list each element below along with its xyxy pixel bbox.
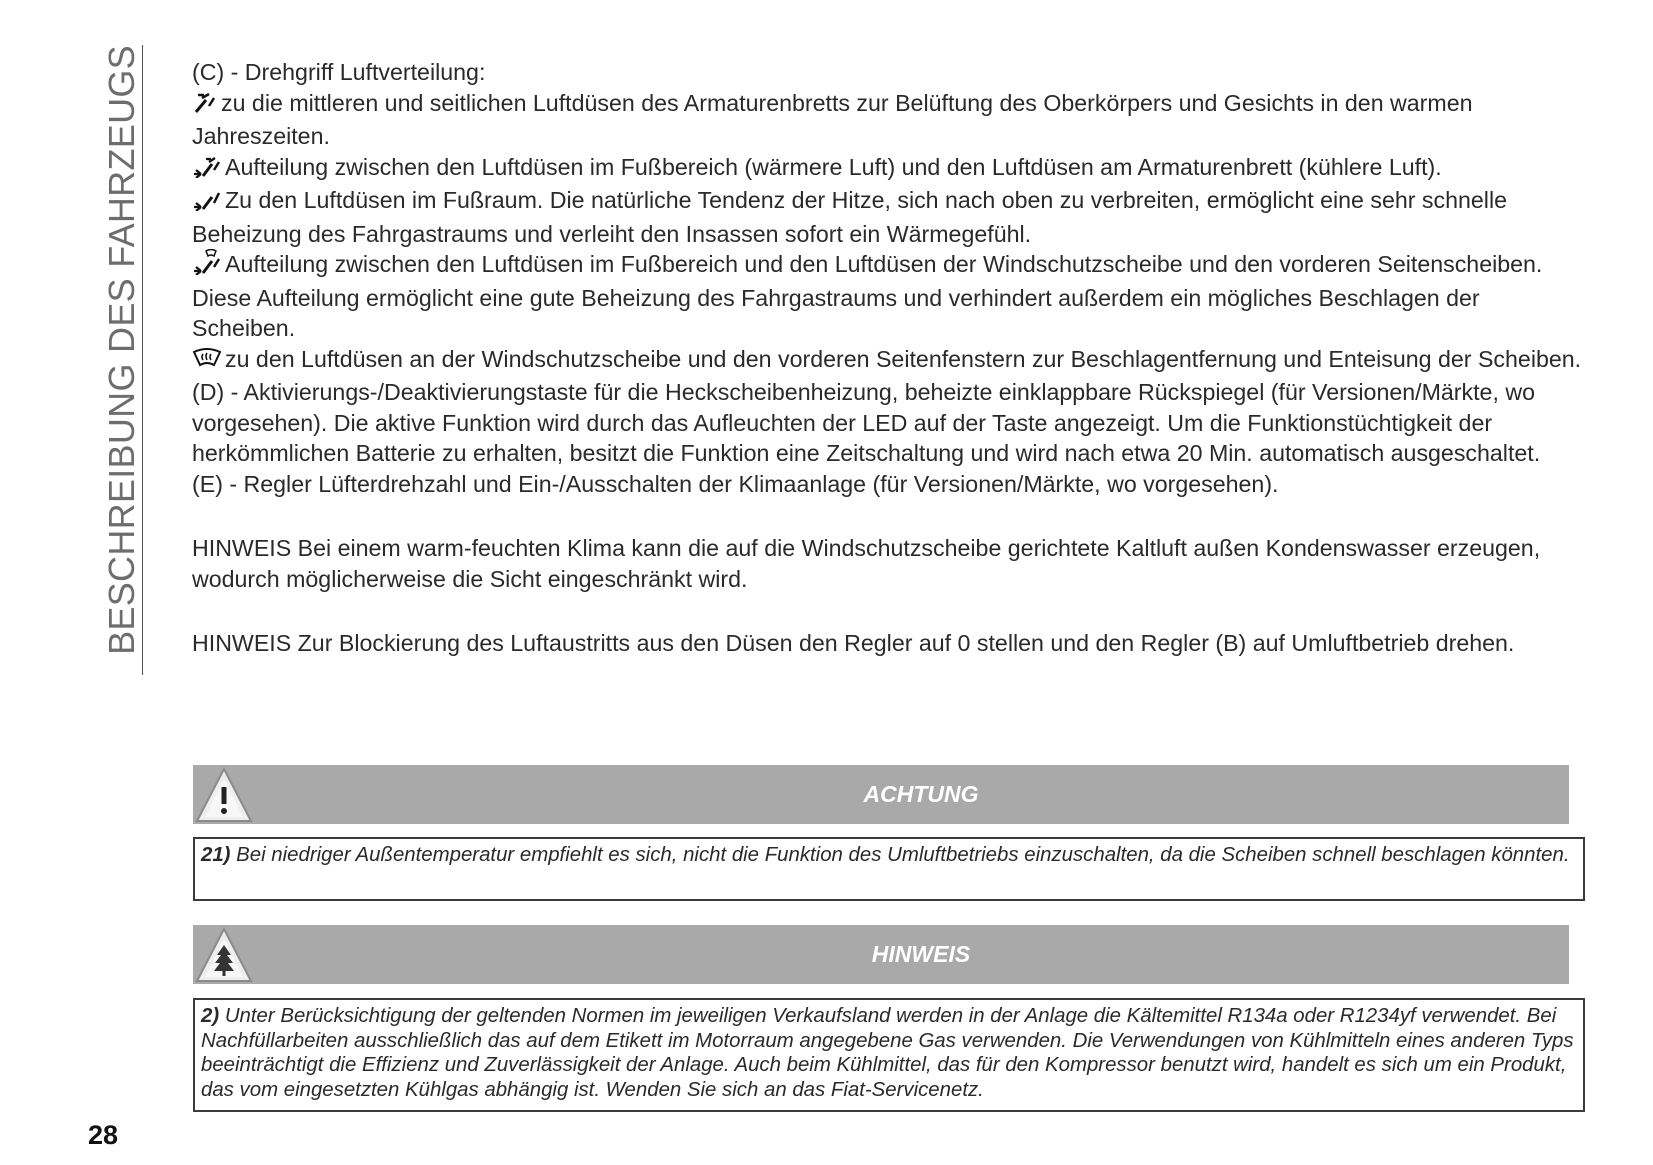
- note-header-bar: [193, 925, 1569, 984]
- face-vent-text: zu die mittleren und seitlichen Luftdüsen des Armaturenbretts zur Belüftung des Oberkörpers und Gesichts in den warmen Jahreszeiten.: [192, 89, 1473, 149]
- hinweis-paragraph-1: HINWEIS Bei einem warm-feuchten Klima kann die auf die Windschutzscheibe gerichtete Kaltluft außen Kondenswasser erzeugen, wodurch möglicherweise die Sicht eingeschränkt wird.: [192, 535, 1541, 592]
- floor-defrost-text: Aufteilung zwischen den Luftdüsen im Fußbereich und den Luftdüsen der Windschutzscheibe und den vorderen Seitenscheiben. Diese Aufteilung ermöglicht eine gute Beheizung des Fahrgastraums und verhindert außerdem ein mögliches Beschlagen der Scheiben.: [192, 251, 1543, 341]
- floor-vent-paragraph: [192, 185, 1582, 249]
- note-text: Unter Berücksichtigung der geltenden Normen im jeweiligen Verkaufsland werden in der Anlage die Kältemittel R134a oder R1234yf verwendet. Bei Nachfüllarbeiten ausschließlich das auf dem Etikett im Motorraum angegebene Gas verwenden. Die Verwendungen von Kühlmitteln eines anderen Typs beeinträchtigt die Effizienz und Zuverlässigkeit der Anlage. Auch beim Kühlmittel, das für den Kompressor benutzt wird, handelt es sich um ein Produkt, das vom eingesetzten Kühlgas abhängig ist. Wenden Sie sich an das Fiat-Servicenetz.: [201, 1005, 1574, 1101]
- face-vent-paragraph: [192, 88, 1582, 152]
- floor-vent-icon: [192, 188, 222, 219]
- side-title-text: BESCHREIBUNG DES FAHRZEUGS: [101, 45, 142, 655]
- note-box: [193, 998, 1585, 1112]
- floor-defrost-paragraph: [192, 249, 1582, 344]
- warning-title: ACHTUNG: [863, 781, 979, 807]
- note-title: HINWEIS: [871, 941, 971, 967]
- section-d-paragraph: (D) - Aktivierungs-/Deaktivierungstaste für die Heckscheibenheizung, beheizte einklappbare Rückspiegel (für Versionen/Märkte, wo vorgesehen). Die aktive Funktion wird durch das Aufleuchten der LED auf der Taste angezeigt. Um die Funktionstüchtigkeit der herkömmlichen Batterie zu erhalten, besitzt die Funktion eine Zeitschaltung und wird nach etwa 20 Min. automatisch ausgeschaltet.: [192, 379, 1541, 466]
- warning-number: 21): [201, 844, 231, 866]
- section-side-title: [102, 45, 143, 675]
- windshield-defrost-icon: [192, 347, 222, 378]
- main-content: [192, 57, 1582, 659]
- windshield-defrost-text: zu den Luftdüsen an der Windschutzscheibe und den vorderen Seitenfenstern zur Beschlagentfernung und Enteisung der Scheiben.: [225, 345, 1582, 372]
- hinweis-paragraph-2: HINWEIS Zur Blockierung des Luftaustritts aus den Düsen den Regler auf 0 stellen und den Regler (B) auf Umluftbetrieb drehen.: [192, 630, 1515, 656]
- bilevel-vent-paragraph: [192, 152, 1582, 186]
- warning-header-bar: [193, 765, 1569, 824]
- warning-box: [193, 837, 1585, 901]
- floor-defrost-icon: [192, 249, 222, 283]
- section-c-heading: (C) - Drehgriff Luftverteilung:: [192, 59, 486, 85]
- warning-text: Bei niedriger Außentemperatur empfiehlt es sich, nicht die Funktion des Umluftbetriebs einzuschalten, da die Scheiben schnell beschlagen könnten.: [236, 844, 1570, 866]
- bilevel-vent-text: Aufteilung zwischen den Luftdüsen im Fußbereich (wärmere Luft) und den Luftdüsen am Armaturenbrett (kühlere Luft).: [225, 153, 1442, 180]
- section-e-paragraph: (E) - Regler Lüfterdrehzahl und Ein-/Ausschalten der Klimaanlage (für Versionen/Märkte, wo vorgesehen).: [192, 470, 1279, 497]
- page-number: 28: [88, 1120, 119, 1150]
- face-vent-icon: [192, 91, 218, 122]
- bilevel-vent-icon: [192, 155, 222, 186]
- floor-vent-text: Zu den Luftdüsen im Fußraum. Die natürliche Tendenz der Hitze, sich nach oben zu verbreiten, ermöglicht eine sehr schnelle Beheizung des Fahrgastraums und verleiht den Insassen sofort ein Wärmegefühl.: [192, 187, 1508, 247]
- note-number: 2): [201, 1005, 220, 1027]
- windshield-defrost-paragraph: [192, 344, 1582, 378]
